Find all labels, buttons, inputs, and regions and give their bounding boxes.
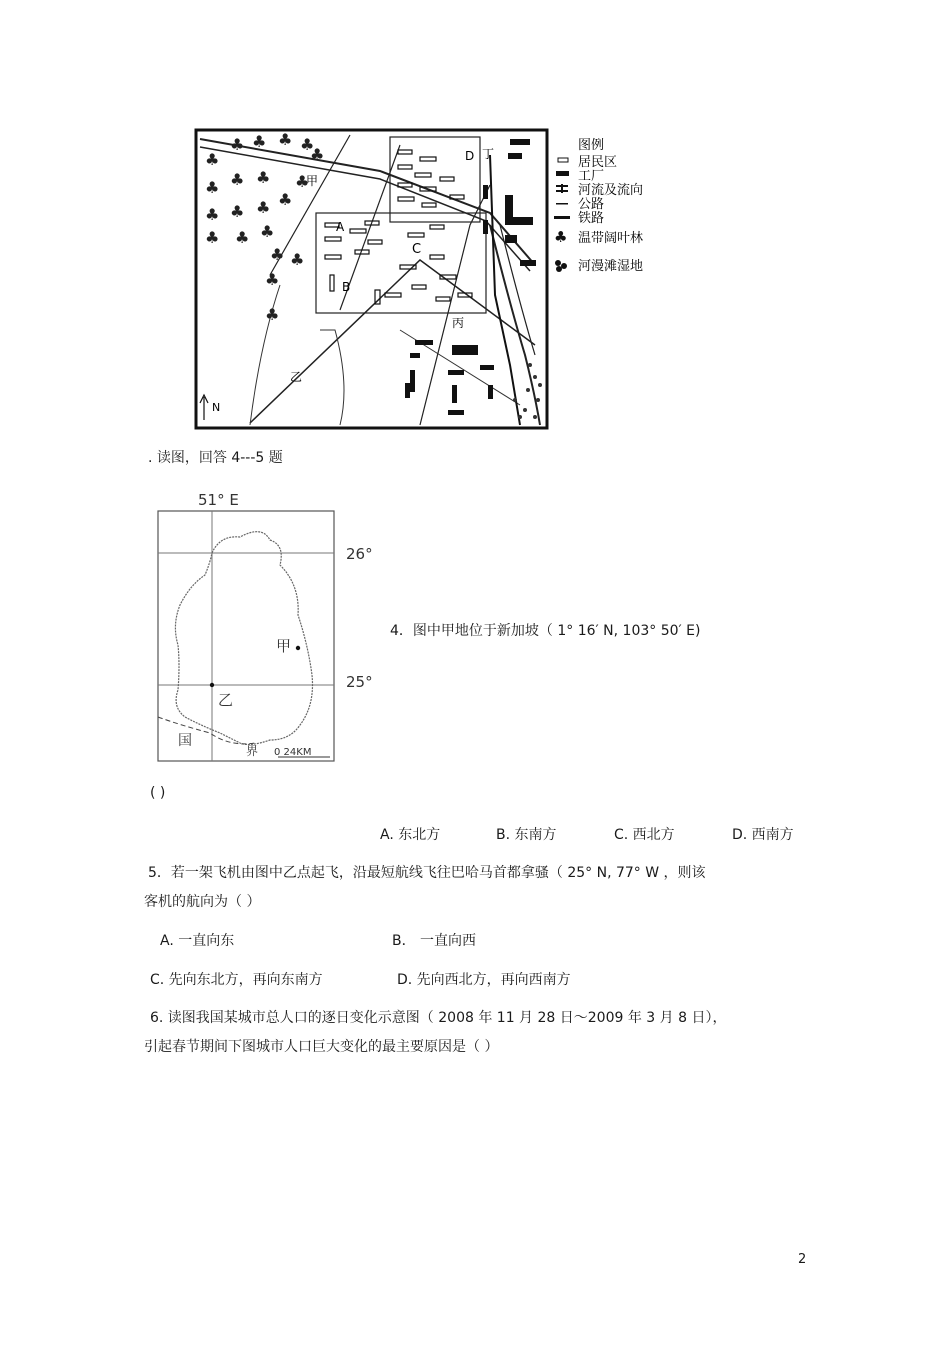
label-jia: 甲 — [306, 174, 319, 188]
longitude-label: 51° E — [198, 491, 239, 509]
q4-option-c: C. 西北方 — [614, 827, 675, 843]
jie-label: 界 — [246, 744, 259, 758]
guo-label: 国 — [178, 733, 192, 749]
svg-text:♣: ♣ — [230, 170, 245, 189]
label-D: D — [465, 149, 475, 163]
svg-text:♣: ♣ — [260, 222, 275, 241]
q5-option-a: A. 一直向东 — [160, 933, 235, 949]
point-jia-label: 甲 — [276, 637, 292, 655]
q6-line2: 引起春节期间下图城市人口巨大变化的最主要原因是（ ） — [144, 1039, 499, 1055]
q4-option-b: B. 东南方 — [496, 827, 557, 843]
svg-text:♣: ♣ — [205, 205, 220, 224]
intro-text: . 读图，回答 4---5 题 — [148, 450, 283, 466]
svg-text:♣: ♣ — [278, 130, 293, 149]
page-number: 2 — [798, 1252, 807, 1267]
label-B: B — [342, 280, 351, 294]
svg-text:♣: ♣ — [295, 172, 310, 191]
label-ding: 丁 — [482, 147, 495, 161]
q5-option-d: D. 先向西北方，再向西南方 — [397, 972, 571, 988]
legend-forest: 温带阔叶林 — [578, 231, 644, 246]
svg-text:♣: ♣ — [205, 228, 220, 247]
q4-option-a: A. 东北方 — [380, 827, 441, 843]
label-bing: 丙 — [452, 316, 465, 330]
svg-text:♣: ♣ — [278, 190, 293, 209]
legend-factory: 工厂 — [578, 169, 605, 184]
q5-line2: 客机的航向为（ ） — [144, 894, 261, 910]
q5-option-b: B． 一直向西 — [392, 933, 477, 949]
scale-label: 0 24KM — [274, 747, 312, 758]
label-yi: 乙 — [290, 370, 303, 384]
svg-text:♣: ♣ — [310, 145, 325, 164]
legend-highway: 公路 — [578, 197, 605, 212]
label-C: C — [412, 242, 422, 257]
svg-text:♣: ♣ — [205, 178, 220, 197]
legend-railway: 铁路 — [578, 211, 605, 226]
q5-option-c: C. 先向东北方，再向东南方 — [150, 972, 323, 988]
q4-option-d: D. 西南方 — [732, 827, 794, 843]
legend-wetland: 河漫滩湿地 — [578, 259, 644, 274]
svg-text:♣: ♣ — [270, 245, 285, 264]
svg-text:♣: ♣ — [230, 135, 245, 154]
latitude-25-label: 25° — [346, 673, 373, 691]
label-A: A — [336, 220, 345, 234]
q6-line1: 6. 读图我国某城市总人口的逐日变化示意图（ 2008 年 11 月 28 日～2009 年 3 月 8 日）， — [150, 1010, 727, 1026]
svg-text:♣: ♣ — [205, 150, 220, 169]
svg-text:♣: ♣ — [256, 168, 271, 187]
svg-text:♣: ♣ — [252, 132, 267, 151]
legend-residential: 居民区 — [578, 155, 618, 170]
peninsula-map — [150, 485, 390, 765]
point-yi-label: 乙 — [218, 691, 234, 709]
svg-text:♣: ♣ — [256, 198, 271, 217]
svg-text:♣: ♣ — [235, 228, 250, 247]
svg-text:♣: ♣ — [265, 305, 280, 324]
label-north: N — [212, 401, 221, 414]
legend-title: 图例 — [578, 138, 605, 153]
svg-text:♣: ♣ — [300, 135, 315, 154]
tree-icon: ♣ — [554, 228, 568, 246]
latitude-26-label: 26° — [346, 545, 373, 563]
svg-text:♣: ♣ — [290, 250, 305, 269]
q5-line1: 5．若一架飞机由图中乙点起飞，沿最短航线飞往巴哈马首都拿骚（ 25° N, 77° W ，则该 — [148, 865, 706, 881]
q4-text: 4．图中甲地位于新加坡（ 1° 16′ N, 103° 50′ E) — [390, 623, 701, 639]
city-land-use-map — [190, 125, 680, 435]
svg-text:♣: ♣ — [265, 270, 280, 289]
q4-answer-paren: ( ) — [150, 785, 166, 801]
legend-river: 河流及流向 — [578, 183, 644, 198]
svg-text:♣: ♣ — [230, 202, 245, 221]
